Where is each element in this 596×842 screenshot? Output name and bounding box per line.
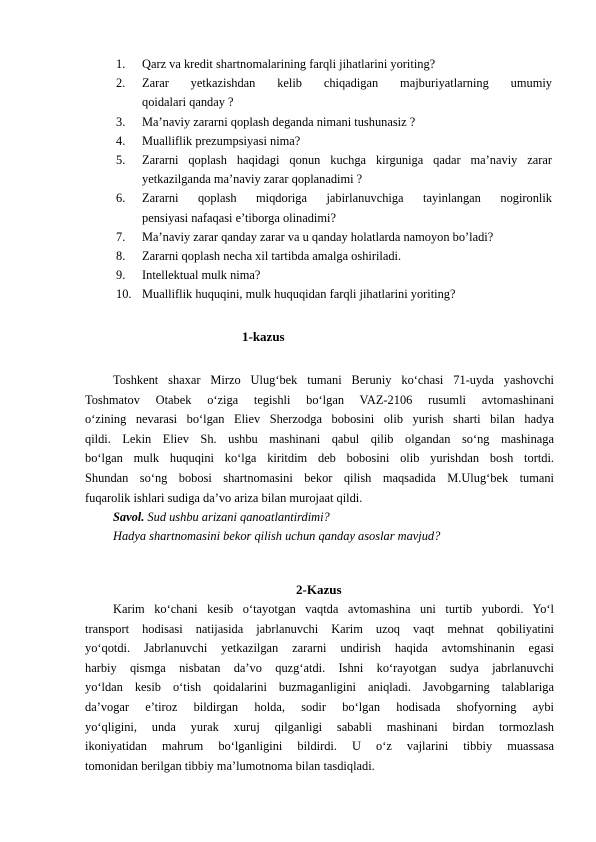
list-text: Mualliflik prezumpsiyasi nima? [142,133,301,148]
paragraph-line: bo‘lgan mulk huquqini ko‘lga kiritdim deb bobosini olib yurishdan bosh tortdi. [85,451,554,466]
paragraph-line: qildi. Lekin Eliev Sh. ushbu mashinani qabul qilib olgandan so‘ng mashinaga [85,431,554,446]
paragraph-line: Karim ko‘chani kesib o‘tayotgan vaqtda avtomashina uni turtib yubordi. Yo‘l [113,602,554,616]
list-number: 9. [116,268,126,283]
list-item [116,266,552,285]
question-label: Savol. [113,510,145,524]
paragraph-line: yo‘ldan kesib o‘tish qoidalarini buzmaganligini aniqladi. Javobgarning talablariga [85,680,554,695]
case2-paragraph [85,600,554,776]
list-number: 3. [116,114,126,129]
paragraph-line: o‘zining nevarasi bo‘lgan Eliev Sherzodga bobosini olib yurish sharti bilan hadya [85,412,554,427]
paragraph-line: Toshkent shaxar Mirzo Ulug‘bek tumani Beruniy ko‘chasi 71-uyda yashovchi [113,373,554,387]
list-text: Zararni qoplash necha xil tartibda amalga oshiriladi. [142,249,402,264]
list-text: Intellektual mulk nima? [142,268,261,283]
list-text: Ma’naviy zararni qoplash deganda nimani tushunasiz ? [142,114,416,129]
paragraph-line: da’vogar e’tiroz bildirgan holda, sodir bo‘lgan hodisada shofyorning aybi [85,699,554,714]
list-number: 5. [116,153,126,168]
paragraph-line: fuqarolik ishlari sudiga da’vo ariza bilan murojaat qildi. [85,490,363,505]
paragraph-line: yo‘qotdi. Jabrlanuvchi yetkazilgan zararni undirish haqida avtomshinanin egasi [85,641,554,656]
question-list [116,55,552,305]
paragraph-line: Shundan so‘ng bobosi shartnomasini bekor qilish maqsadida M.Ulug‘bek tumani [85,470,554,485]
list-number: 2. [116,76,126,91]
list-item [116,228,552,247]
case2-title: 2-Kazus [296,582,342,597]
list-item [116,74,552,112]
list-text: Zarar yetkazishdan kelib chiqadigan majburiyatlarning umumiy [142,76,552,91]
list-item [116,285,552,304]
paragraph-line: transport hodisasi natijasida jabrlanuvchi Karim uzoq vaqt mehnat qobiliyatini [85,621,554,636]
paragraph-line: Toshmatov Otabek o‘ziga tegishli bo‘lgan VAZ-2106 rusumli avtomashinani [85,392,554,407]
case1-title: 1-kazus [242,329,285,344]
list-text: Qarz va kredit shartnomalarining farqli jihatlarini yoriting? [142,57,436,71]
list-number: 8. [116,249,126,264]
list-text: Zararni qoplash miqdoriga jabirlanuvchiga tayinlangan nogironlik [142,191,552,206]
list-text: pensiyasi nafaqasi e’tiborga olinadimi? [142,210,336,225]
list-number: 4. [116,133,126,148]
list-item [116,113,552,132]
question-text: Sud ushbu arizani qanoatlantirdimi? [144,510,330,524]
list-item [116,151,552,189]
list-number: 10. [116,287,132,302]
paragraph-line: yo‘qligini, unda yurak xuruj qilganligi sababli mashinani birdan tormozlash [85,719,554,734]
paragraph-line: harbiy qismga nisbatan da’vo quzg‘atdi. Ishni ko‘rayotgan sudya jabrlanuvchi [85,660,554,675]
list-text: qoidalari qanday ? [142,95,234,110]
paragraph-line: ikoniyatidan mahrum bo‘lganligini bildirdi. U o‘z vajlarini tibbiy muassasa [85,739,554,754]
case1-question-2: Hadya shartnomasini bekor qilish uchun qanday asoslar mavjud? [113,529,441,543]
list-number: 1. [116,57,126,71]
list-item [116,132,552,151]
paragraph-line: tomonidan berilgan tibbiy ma’lumotnoma bilan tasdiqladi. [85,758,375,773]
list-item [116,247,552,266]
case1-paragraph [85,371,554,508]
list-item [116,55,552,74]
list-text: yetkazilganda ma’naviy zarar qoplanadimi ? [142,172,363,187]
list-text: Zararni qoplash haqidagi qonun kuchga kirguniga qadar ma’naviy zarar [142,153,552,168]
list-number: 7. [116,229,126,244]
list-text: Ma’naviy zarar qanday zarar va u qanday holatlarda namoyon bo’ladi? [142,229,494,244]
list-item [116,189,552,227]
list-text: Mualliflik huquqini, mulk huquqidan farqli jihatlarini yoriting? [142,287,456,302]
list-number: 6. [116,191,126,206]
case1-question [113,508,553,528]
